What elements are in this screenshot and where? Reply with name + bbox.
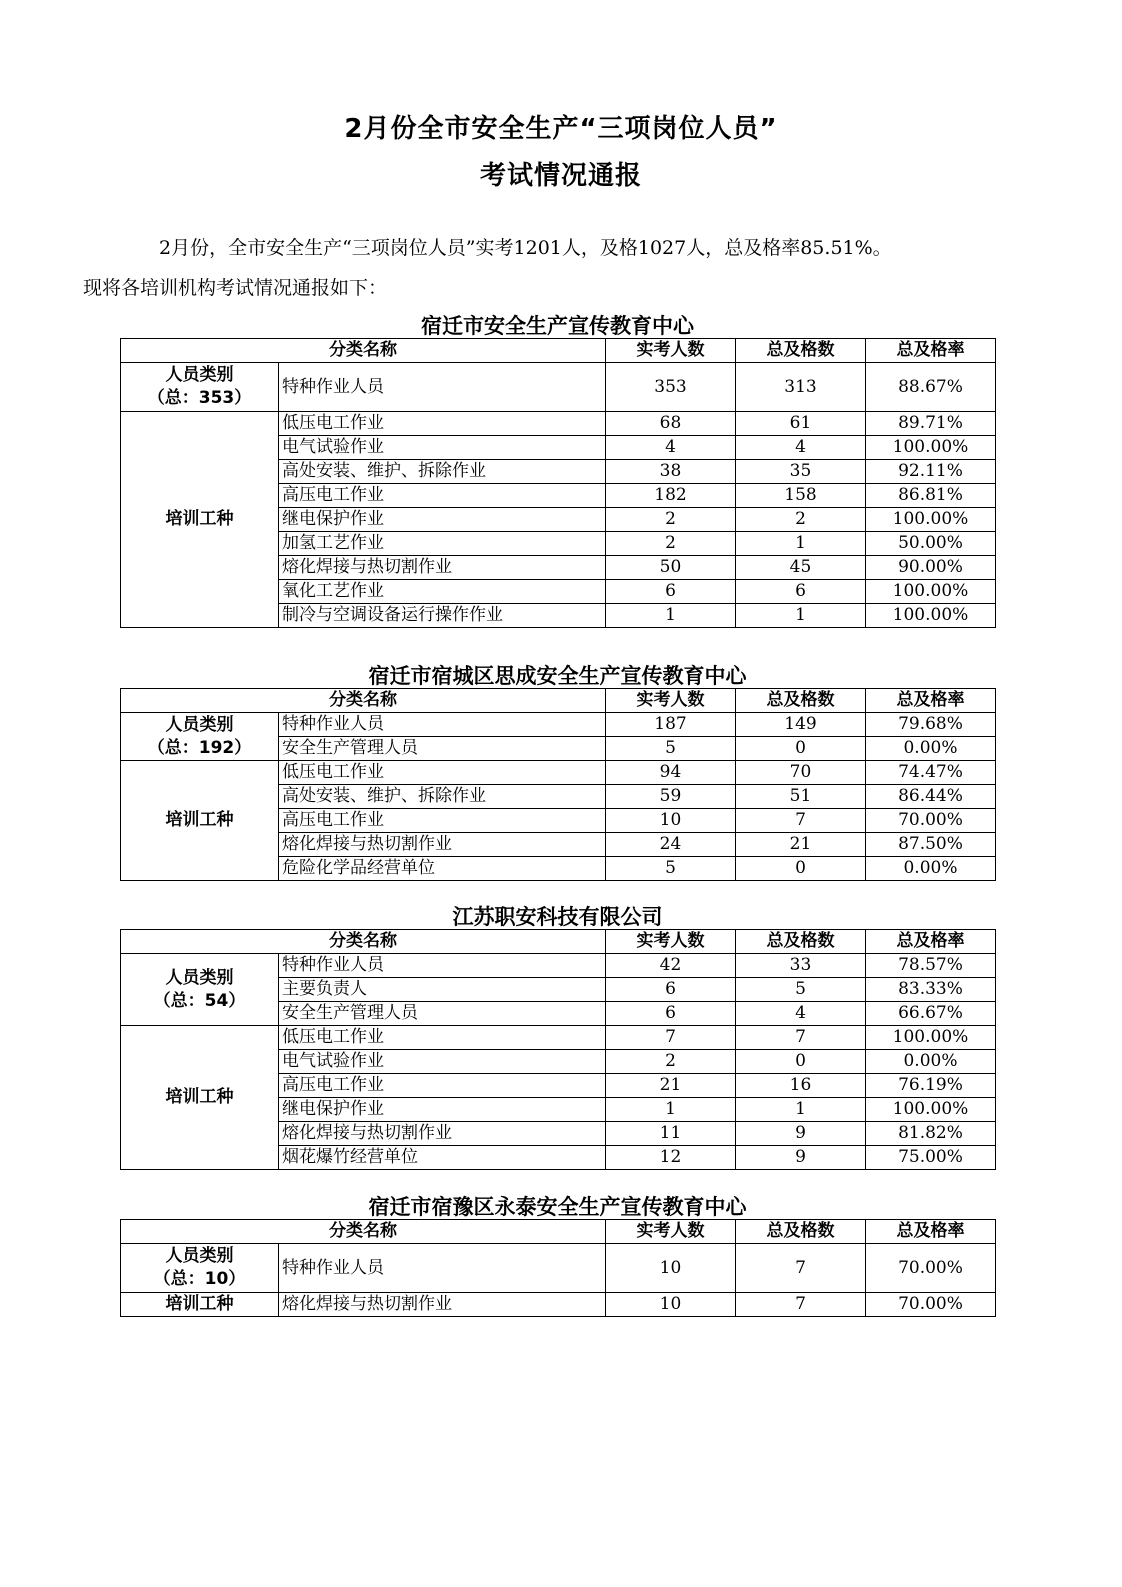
row-category: 特种作业人员 [279,954,606,978]
row-category: 高处安装、维护、拆除作业 [279,785,606,809]
row-category: 主要负责人 [279,978,606,1002]
row-category: 熔化焊接与热切割作业 [279,1293,606,1317]
row-pass-count: 1 [736,604,866,628]
row-pass-rate: 70.00% [866,1244,996,1293]
row-pass-count: 313 [736,363,866,412]
row-pass-rate: 0.00% [866,1050,996,1074]
row-pass-count: 158 [736,484,866,508]
table-row [121,412,996,436]
row-pass-rate: 79.68% [866,713,996,737]
row-pass-rate: 83.33% [866,978,996,1002]
group-label: 培训工种 [121,1026,279,1170]
row-pass-count: 33 [736,954,866,978]
row-category: 电气试验作业 [279,436,606,460]
row-pass-count: 1 [736,1098,866,1122]
group-label: 人员类别 （总：54） [121,954,279,1026]
row-pass-count: 7 [736,1244,866,1293]
header-exam-count: 实考人数 [606,930,736,954]
row-exam-count: 6 [606,580,736,604]
group-label: 人员类别 （总：353） [121,363,279,412]
institution-section [120,903,995,1170]
row-category: 高压电工作业 [279,484,606,508]
row-exam-count: 182 [606,484,736,508]
institution-name: 宿迁市安全生产宣传教育中心 [421,314,694,338]
row-category: 安全生产管理人员 [279,737,606,761]
row-exam-count: 59 [606,785,736,809]
table-row [121,363,996,412]
institution-name: 江苏职安科技有限公司 [452,905,663,929]
results-table [120,338,996,628]
header-exam-count: 实考人数 [606,1220,736,1244]
header-pass-count: 总及格数 [736,689,866,713]
table-header-row [121,689,996,713]
row-pass-rate: 90.00% [866,556,996,580]
row-pass-rate: 78.57% [866,954,996,978]
row-pass-count: 45 [736,556,866,580]
row-category: 高压电工作业 [279,1074,606,1098]
row-category: 特种作业人员 [279,363,606,412]
table-header-row [121,339,996,363]
row-pass-rate: 100.00% [866,604,996,628]
row-pass-rate: 100.00% [866,580,996,604]
table-row [121,761,996,785]
row-pass-count: 51 [736,785,866,809]
row-exam-count: 5 [606,737,736,761]
group-label: 培训工种 [121,412,279,628]
row-exam-count: 4 [606,436,736,460]
row-pass-rate: 92.11% [866,460,996,484]
row-exam-count: 187 [606,713,736,737]
header-category: 分类名称 [121,339,606,363]
table-row [121,1293,996,1317]
row-category: 低压电工作业 [279,761,606,785]
row-category: 熔化焊接与热切割作业 [279,833,606,857]
header-category: 分类名称 [121,689,606,713]
row-pass-rate: 88.67% [866,363,996,412]
row-pass-count: 7 [736,1026,866,1050]
row-pass-rate: 81.82% [866,1122,996,1146]
group-total: （总：192） [147,737,252,758]
row-pass-rate: 50.00% [866,532,996,556]
header-pass-rate: 总及格率 [866,689,996,713]
institution-section [120,662,995,881]
row-exam-count: 2 [606,508,736,532]
header-exam-count: 实考人数 [606,339,736,363]
row-exam-count: 10 [606,1293,736,1317]
row-pass-rate: 75.00% [866,1146,996,1170]
row-pass-rate: 100.00% [866,436,996,460]
row-pass-count: 7 [736,809,866,833]
row-exam-count: 94 [606,761,736,785]
row-pass-rate: 74.47% [866,761,996,785]
row-pass-count: 6 [736,580,866,604]
intro-line-2: 现将各培训机构考试情况通报如下： [83,277,388,299]
row-exam-count: 12 [606,1146,736,1170]
row-pass-count: 4 [736,1002,866,1026]
report-title-line1: 2月份全市安全生产“三项岗位人员” [344,114,778,144]
table-header-row [121,930,996,954]
results-table [120,688,996,881]
group-label: 人员类别 （总：10） [121,1244,279,1293]
row-pass-rate: 66.67% [866,1002,996,1026]
row-pass-count: 0 [736,1050,866,1074]
results-table [120,1219,996,1317]
header-pass-count: 总及格数 [736,930,866,954]
intro-paragraph [83,228,1001,308]
institution-section [120,1193,995,1317]
row-pass-count: 0 [736,737,866,761]
row-exam-count: 5 [606,857,736,881]
row-pass-rate: 89.71% [866,412,996,436]
row-pass-count: 16 [736,1074,866,1098]
row-pass-count: 2 [736,508,866,532]
report-title-line2: 考试情况通报 [479,161,642,191]
row-category: 继电保护作业 [279,1098,606,1122]
header-pass-rate: 总及格率 [866,339,996,363]
group-label: 人员类别 （总：192） [121,713,279,761]
results-table [120,929,996,1170]
row-category: 制冷与空调设备运行操作作业 [279,604,606,628]
row-pass-count: 9 [736,1122,866,1146]
row-pass-rate: 100.00% [866,1098,996,1122]
row-pass-count: 21 [736,833,866,857]
row-category: 烟花爆竹经营单位 [279,1146,606,1170]
row-pass-rate: 0.00% [866,737,996,761]
group-label: 培训工种 [121,761,279,881]
row-exam-count: 6 [606,1002,736,1026]
row-pass-rate: 100.00% [866,508,996,532]
row-exam-count: 2 [606,1050,736,1074]
group-total: （总：353） [147,388,252,408]
row-category: 熔化焊接与热切割作业 [279,1122,606,1146]
row-exam-count: 24 [606,833,736,857]
row-pass-count: 1 [736,532,866,556]
header-pass-rate: 总及格率 [866,930,996,954]
row-exam-count: 6 [606,978,736,1002]
row-category: 特种作业人员 [279,713,606,737]
institution-section [120,312,995,628]
table-row [121,713,996,737]
row-category: 安全生产管理人员 [279,1002,606,1026]
row-category: 危险化学品经营单位 [279,857,606,881]
table-row [121,1244,996,1293]
header-exam-count: 实考人数 [606,689,736,713]
row-exam-count: 21 [606,1074,736,1098]
row-category: 低压电工作业 [279,1026,606,1050]
row-exam-count: 50 [606,556,736,580]
header-pass-rate: 总及格率 [866,1220,996,1244]
group-total: （总：54） [153,990,246,1011]
row-pass-rate: 70.00% [866,1293,996,1317]
table-header-row [121,1220,996,1244]
institution-name: 宿迁市宿城区思成安全生产宣传教育中心 [368,664,747,688]
row-category: 加氢工艺作业 [279,532,606,556]
table-row [121,1026,996,1050]
row-pass-count: 70 [736,761,866,785]
row-category: 继电保护作业 [279,508,606,532]
header-category: 分类名称 [121,930,606,954]
group-label: 培训工种 [121,1293,279,1317]
row-exam-count: 10 [606,1244,736,1293]
row-pass-count: 35 [736,460,866,484]
row-pass-rate: 87.50% [866,833,996,857]
row-pass-count: 0 [736,857,866,881]
row-category: 高压电工作业 [279,809,606,833]
row-exam-count: 1 [606,1098,736,1122]
header-pass-count: 总及格数 [736,339,866,363]
row-pass-count: 9 [736,1146,866,1170]
row-exam-count: 7 [606,1026,736,1050]
row-category: 电气试验作业 [279,1050,606,1074]
row-pass-count: 149 [736,713,866,737]
row-pass-count: 5 [736,978,866,1002]
row-pass-count: 61 [736,412,866,436]
row-category: 熔化焊接与热切割作业 [279,556,606,580]
row-exam-count: 1 [606,604,736,628]
row-exam-count: 353 [606,363,736,412]
header-pass-count: 总及格数 [736,1220,866,1244]
row-exam-count: 2 [606,532,736,556]
row-category: 低压电工作业 [279,412,606,436]
row-category: 高处安装、维护、拆除作业 [279,460,606,484]
row-pass-rate: 70.00% [866,809,996,833]
row-pass-count: 4 [736,436,866,460]
group-total: （总：10） [153,1269,246,1289]
row-category: 氧化工艺作业 [279,580,606,604]
row-exam-count: 68 [606,412,736,436]
row-exam-count: 42 [606,954,736,978]
row-pass-rate: 0.00% [866,857,996,881]
header-category: 分类名称 [121,1220,606,1244]
row-pass-rate: 100.00% [866,1026,996,1050]
row-pass-count: 7 [736,1293,866,1317]
row-exam-count: 10 [606,809,736,833]
row-category: 特种作业人员 [279,1244,606,1293]
institution-name: 宿迁市宿豫区永泰安全生产宣传教育中心 [368,1195,747,1219]
table-row [121,954,996,978]
row-exam-count: 11 [606,1122,736,1146]
row-pass-rate: 86.81% [866,484,996,508]
row-pass-rate: 86.44% [866,785,996,809]
intro-line-1: 2月份，全市安全生产“三项岗位人员”实考1201人，及格1027人，总及格率85.51%。 [159,237,892,259]
row-exam-count: 38 [606,460,736,484]
row-pass-rate: 76.19% [866,1074,996,1098]
